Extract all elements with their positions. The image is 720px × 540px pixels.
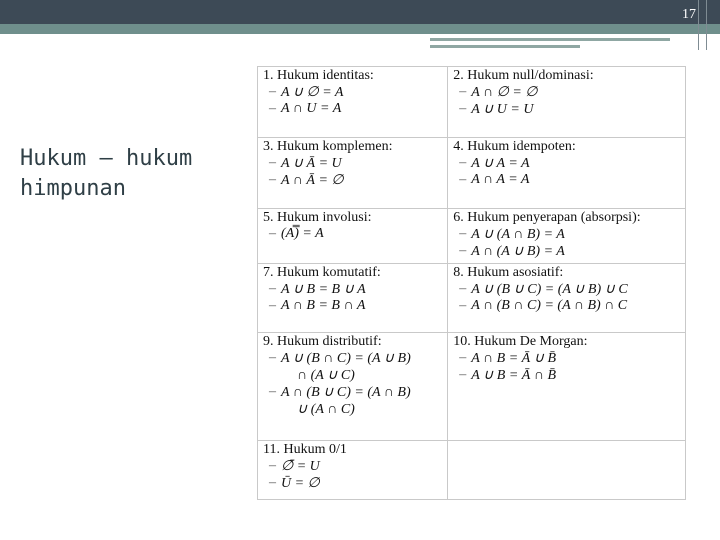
law-formula-continued: ∪ (A ∩ C) [297,402,355,417]
table-row [258,209,686,264]
decor-strip [430,45,580,48]
law-formula: – A ∩ A = A [453,172,680,188]
law-formula: – A ∪ B = B ∪ A [263,281,442,298]
slide-header-bar [0,0,720,24]
law-formula: – A ∪ ∅ = A [263,84,442,101]
law-title: 1. Hukum identitas: [263,68,374,83]
law-title: 10. Hukum De Morgan: [453,334,588,349]
table-row [258,333,686,441]
law-formula: – A ∪ Ā = U [263,155,442,172]
law-title: 5. Hukum involusi: [263,210,372,225]
law-formula: – A ∩ (A ∪ B) = A [453,243,680,260]
law-formula: – A ∩ ∅ = ∅ [453,84,680,101]
decor-strip [430,38,670,41]
law-cell [258,209,448,264]
law-formula: – Ū = ∅ [263,475,442,492]
table-row [258,138,686,209]
law-title: 6. Hukum penyerapan (absorpsi): [453,210,641,225]
law-formula: – ∅̄ = U [263,458,442,475]
law-formula: – A ∩ Ā = ∅ [263,172,442,189]
law-title: 2. Hukum null/dominasi: [453,68,594,83]
law-formula: – A ∩ B = Ā ∪ B̄ [453,350,680,367]
empty-cell [448,441,686,500]
decor-line [698,0,699,50]
set-laws-table [257,66,686,500]
slide-title [20,144,192,204]
law-cell [448,264,686,333]
law-cell [258,67,448,138]
law-title: 3. Hukum komplemen: [263,139,393,154]
law-formula: – (A̿) = A [263,226,442,242]
table-row [258,264,686,333]
law-formula: – A ∪ (B ∪ C) = (A ∪ B) ∪ C [453,281,680,298]
slide-header-accent [0,24,720,34]
table-row [258,67,686,138]
law-cell [448,138,686,209]
law-formula: – A ∩ U = A [263,101,442,117]
law-cell [448,67,686,138]
law-formula: – A ∩ (B ∪ C) = (A ∩ B) [263,384,442,401]
slide-title-line: himpunan [20,176,126,201]
law-cell [258,333,448,441]
law-title: 9. Hukum distributif: [263,334,382,349]
law-cell [448,333,686,441]
law-formula: – A ∪ A = A [453,155,680,172]
law-formula: – A ∪ (A ∩ B) = A [453,226,680,243]
law-cell [258,264,448,333]
table-row [258,441,686,500]
law-formula: – A ∩ (B ∩ C) = (A ∩ B) ∩ C [453,298,680,314]
law-formula: – A ∪ (B ∩ C) = (A ∪ B) [263,350,442,367]
page-number: 17 [682,7,696,22]
law-formula-continued: ∩ (A ∪ C) [297,368,355,383]
law-title: 7. Hukum komutatif: [263,265,381,280]
law-cell [258,138,448,209]
slide-title-line: Hukum – hukum [20,146,193,171]
law-cell [448,209,686,264]
decor-line [706,0,707,50]
law-formula: – A ∪ B = Ā ∩ B̄ [453,367,680,384]
law-title: 8. Hukum asosiatif: [453,265,564,280]
law-title: 11. Hukum 0/1 [263,442,347,457]
law-title: 4. Hukum idempoten: [453,139,576,154]
law-formula: – A ∩ B = B ∩ A [263,298,442,314]
law-formula: – A ∪ U = U [453,101,680,118]
law-cell [258,441,448,500]
